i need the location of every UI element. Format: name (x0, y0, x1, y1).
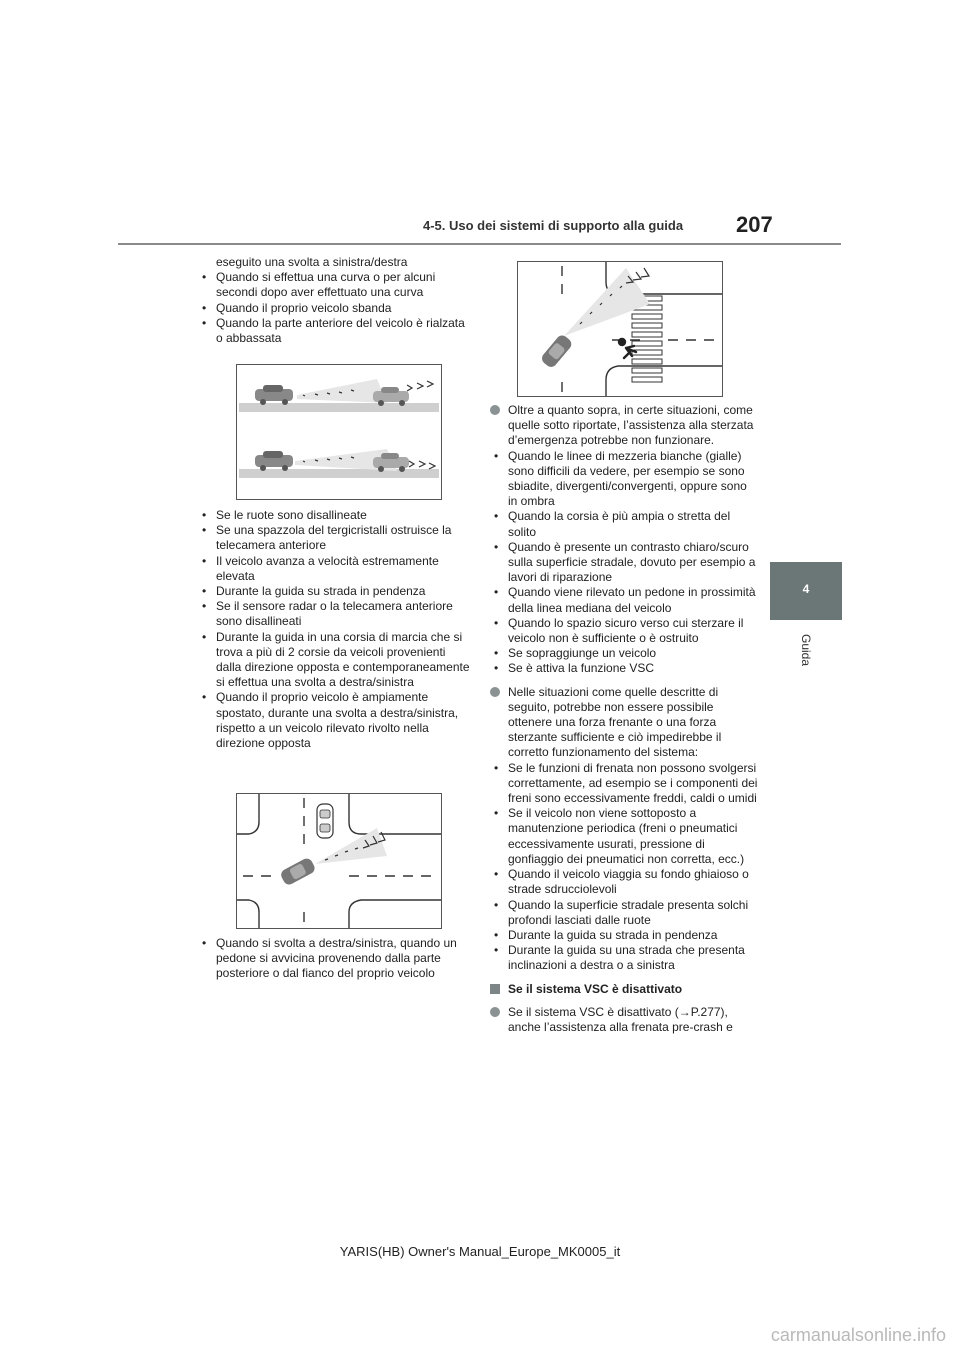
figure-intersection-turn-drawing (237, 794, 441, 928)
paragraph (490, 1005, 758, 1035)
bullet-circle-icon (490, 405, 500, 415)
list-item: • Quando il proprio veicolo è ampiamente spostato, durante una svolta a destra/sinistra, rispetto a un veicolo rilevato rivolto nella direzione opposta (198, 690, 474, 751)
list-item: • Se sopraggiunge un veicolo (490, 646, 758, 661)
section-heading (490, 982, 758, 997)
list-item: eseguito una svolta a sinistra/destra (216, 255, 408, 269)
paragraph-text: Oltre a quanto sopra, in certe situazioni, come quelle sotto riportate, l’assistenza alla sterzata d’emergenza potrebbe non funzionare. (508, 403, 754, 448)
list-item: • Quando è presente un contrasto chiaro/scuro sulla superficie stradale, dovuto per esempio a lavori di riparazione (490, 540, 758, 586)
footer-doc-id: YARIS(HB) Owner's Manual_Europe_MK0005_it (339, 1244, 621, 1259)
watermark: carmanualsonline.info (770, 1325, 946, 1345)
list-item: • Durante la guida in una corsia di marcia che si trova a più di 2 corsie da veicoli provenienti dalla direzione opposta e contemporaneamente si effettua una svolta a destra/sinistra (198, 630, 474, 691)
paragraph (490, 403, 758, 449)
left-top-list (198, 255, 474, 346)
list-item: • Durante la guida su strada in pendenza (490, 928, 758, 943)
right-list-1 (490, 449, 758, 677)
chapter-tab (770, 562, 842, 620)
heading-text: Se il sistema VSC è disattivato (508, 981, 683, 996)
bullet-circle-icon (490, 1007, 500, 1017)
figure-intersection-turn (236, 793, 442, 929)
list-item: • Quando lo spazio sicuro verso cui sterzare il veicolo non è sufficiente o è ostruito (490, 616, 758, 646)
list-item: • Se le ruote sono disallineate (198, 508, 474, 523)
chapter-number: 4 (802, 582, 810, 596)
list-item: • Quando la superficie stradale presenta solchi profondi lasciati dalle ruote (490, 898, 758, 928)
list-item: • Il veicolo avanza a velocità estremamente elevata (198, 554, 474, 584)
list-item: • Durante la guida su una strada che presenta inclinazioni a destra o a sinistra (490, 943, 758, 973)
figure-vehicle-sway-drawing (237, 365, 441, 499)
right-column (490, 403, 758, 1043)
figure-pedestrian-crossing (517, 261, 723, 397)
bullet-circle-icon (490, 687, 500, 697)
list-item: • Quando si svolta a destra/sinistra, quando un pedone si avvicina provenendo dalla parte posteriore o dal fianco del proprio veicolo (198, 936, 474, 982)
list-item: • Quando il proprio veicolo sbanda (198, 301, 474, 316)
paragraph-text: Se il sistema VSC è disattivato (→P.277), anche l’assistenza alla frenata pre-crash e (508, 1004, 733, 1034)
list-item: • Durante la guida su strada in pendenza (198, 584, 474, 599)
figure-vehicle-sway (236, 364, 442, 500)
list-item: • Quando le linee di mezzeria bianche (gialle) sono difficili da vedere, per esempio se sono sbiadite, divergenti/convergenti, oppure sono in ombra (490, 449, 758, 510)
page-number: 207 (736, 212, 773, 237)
figure-pedestrian-crossing-drawing (518, 262, 722, 396)
heading-square-icon (490, 984, 500, 994)
list-item: • Quando il veicolo viaggia su fondo ghiaioso o strade sdrucciolevoli (490, 867, 758, 897)
chapter-label: Guida (799, 633, 813, 667)
header-rule (118, 243, 841, 245)
list-item: • Quando viene rilevato un pedone in prossimità della linea mediana del veicolo (490, 585, 758, 615)
left-tail-list (198, 936, 474, 982)
list-item: • Se il sensore radar o la telecamera anteriore sono disallineati (198, 599, 474, 629)
list-item: • Quando la corsia è più ampia o stretta del solito (490, 509, 758, 539)
list-item: • Quando la parte anteriore del veicolo è rialzata o abbassata (198, 316, 474, 346)
list-item: • Se il veicolo non viene sottoposto a manutenzione periodica (freni o pneumatici eccessivamente usurati, pressione di gonfiaggio dei pneumatici non corretta, ecc.) (490, 806, 758, 867)
left-mid-list (198, 508, 474, 751)
paragraph-text: Nelle situazioni come quelle descritte di seguito, potrebbe non essere possibile ottenere una forza frenante o una forza sterzante sufficiente e ciò impedirebbe il corretto funzionamento del sistema: (508, 684, 722, 760)
list-item: • Se è attiva la funzione VSC (490, 661, 758, 676)
list-item: • Se una spazzola del tergicristalli ostruisce la telecamera anteriore (198, 523, 474, 553)
paragraph (490, 685, 758, 761)
right-list-2 (490, 761, 758, 974)
list-item: • Quando si effettua una curva o per alcuni secondi dopo aver effettuato una curva (198, 270, 474, 300)
section-title: 4-5. Uso dei sistemi di supporto alla guida (423, 218, 684, 233)
list-item: • Se le funzioni di frenata non possono svolgersi correttamente, ad esempio se i componenti dei freni sono eccessivamente freddi, caldi o umidi (490, 761, 758, 807)
